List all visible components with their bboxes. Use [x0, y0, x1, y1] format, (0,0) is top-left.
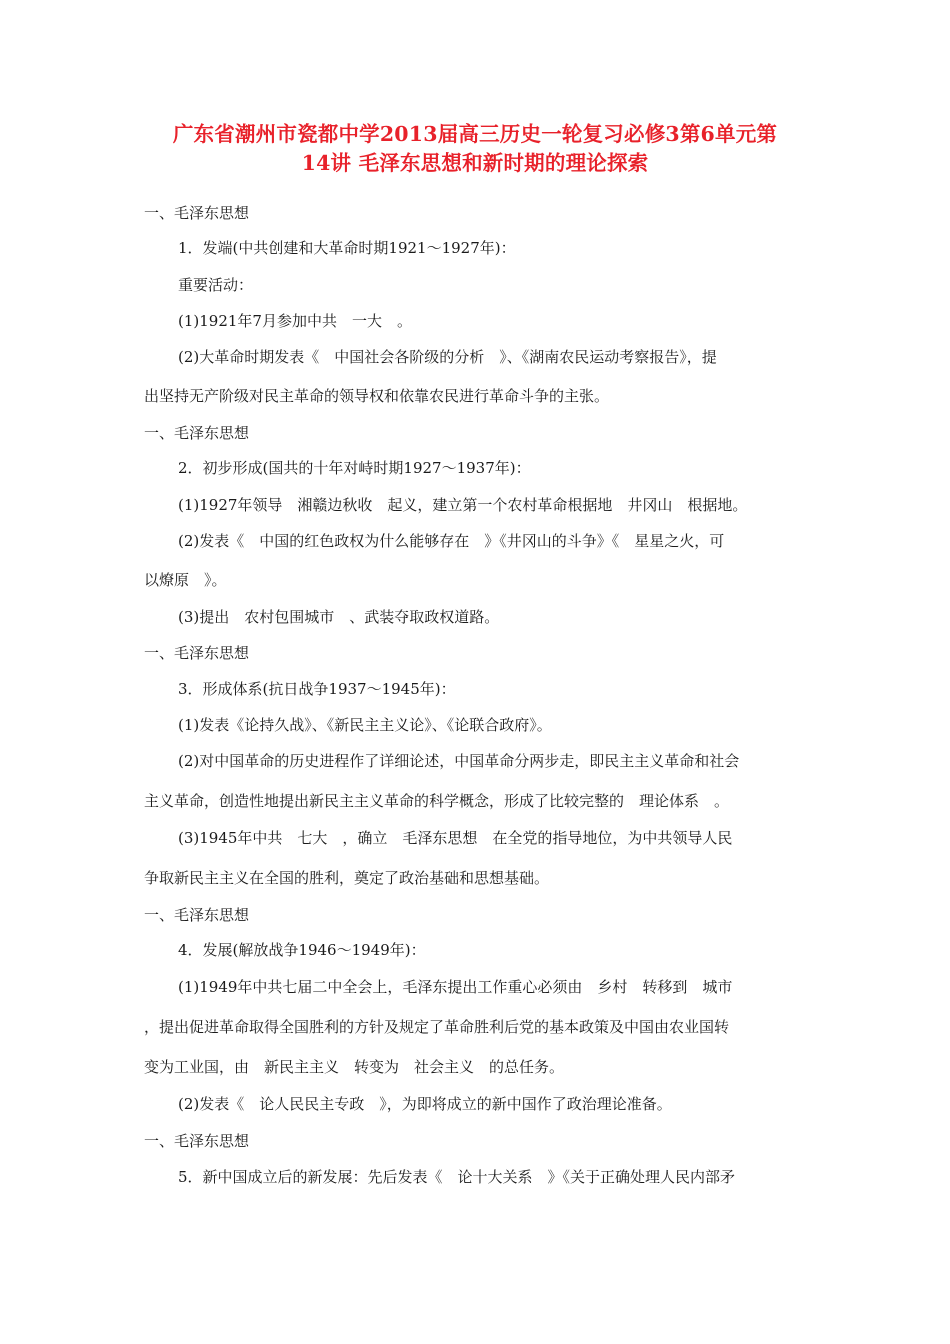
- paragraph-line: (1)1949年中共七届二中全会上，毛泽东提出工作重心必须由 乡村 转移到 城市: [178, 978, 733, 996]
- paragraph-line: (3)1945年中共 七大 ，确立 毛泽东思想 在全党的指导地位，为中共领导人民: [178, 829, 733, 847]
- paragraph-line: (2)发表《 中国的红色政权为什么能够存在 》《井冈山的斗争》《 星星之火，可: [178, 532, 725, 550]
- paragraph-line: (1)1927年领导 湘赣边秋收 起义，建立第一个农村革命根据地 井冈山 根据地。: [178, 496, 748, 514]
- title-line-1: 广东省潮州市瓷都中学2013届高三历史一轮复习必修3第6单元第: [172, 122, 778, 146]
- paragraph-line: (2)发表《 论人民民主专政 》，为即将成立的新中国作了政治理论准备。: [178, 1095, 672, 1113]
- paragraph-line: (1)发表《论持久战》、《新民主主义论》、《论联合政府》。: [178, 716, 552, 734]
- paragraph-line: (1)1921年7月参加中共 一大 。: [178, 312, 412, 330]
- subsection-heading: 3．形成体系(抗日战争1937～1945年)：: [178, 680, 456, 698]
- subsection-heading: 2．初步形成(国共的十年对峙时期1927～1937年)：: [178, 459, 531, 477]
- section-heading: 一、毛泽东思想: [144, 424, 250, 442]
- paragraph-line: 5．新中国成立后的新发展：先后发表《 论十大关系 》《关于正确处理人民内部矛: [178, 1168, 736, 1186]
- section-heading: 一、毛泽东思想: [144, 204, 250, 222]
- subsection-heading: 1．发端(中共创建和大革命时期1921～1927年)：: [178, 239, 516, 257]
- subsection-heading: 4．发展(解放战争1946～1949年)：: [178, 941, 426, 959]
- paragraph-line: (2)大革命时期发表《 中国社会各阶级的分析 》、《湖南农民运动考察报告》，提: [178, 348, 717, 366]
- section-heading: 一、毛泽东思想: [144, 906, 250, 924]
- paragraph-line: 出坚持无产阶级对民主革命的领导权和依靠农民进行革命斗争的主张。: [144, 387, 610, 405]
- paragraph-line: (2)对中国革命的历史进程作了详细论述，中国革命分两步走，即民主主义革命和社会: [178, 752, 740, 770]
- paragraph-line: (3)提出 农村包围城市 、武装夺取政权道路。: [178, 608, 500, 626]
- paragraph-line: 变为工业国，由 新民主主义 转变为 社会主义 的总任务。: [144, 1058, 565, 1076]
- paragraph-line: 重要活动：: [178, 276, 254, 294]
- title-line-2: 14讲 毛泽东思想和新时期的理论探索: [301, 151, 649, 175]
- section-heading: 一、毛泽东思想: [144, 644, 250, 662]
- paragraph-line: ，提出促进革命取得全国胜利的方针及规定了革命胜利后党的基本政策及中国由农业国转: [144, 1018, 730, 1036]
- section-heading: 一、毛泽东思想: [144, 1132, 250, 1150]
- paragraph-line: 争取新民主主义在全国的胜利，奠定了政治基础和思想基础。: [144, 869, 550, 887]
- paragraph-line: 主义革命，创造性地提出新民主主义革命的科学概念，形成了比较完整的 理论体系 。: [144, 792, 730, 810]
- document-title: [120, 120, 830, 178]
- paragraph-line: 以燎原 》。: [144, 571, 227, 589]
